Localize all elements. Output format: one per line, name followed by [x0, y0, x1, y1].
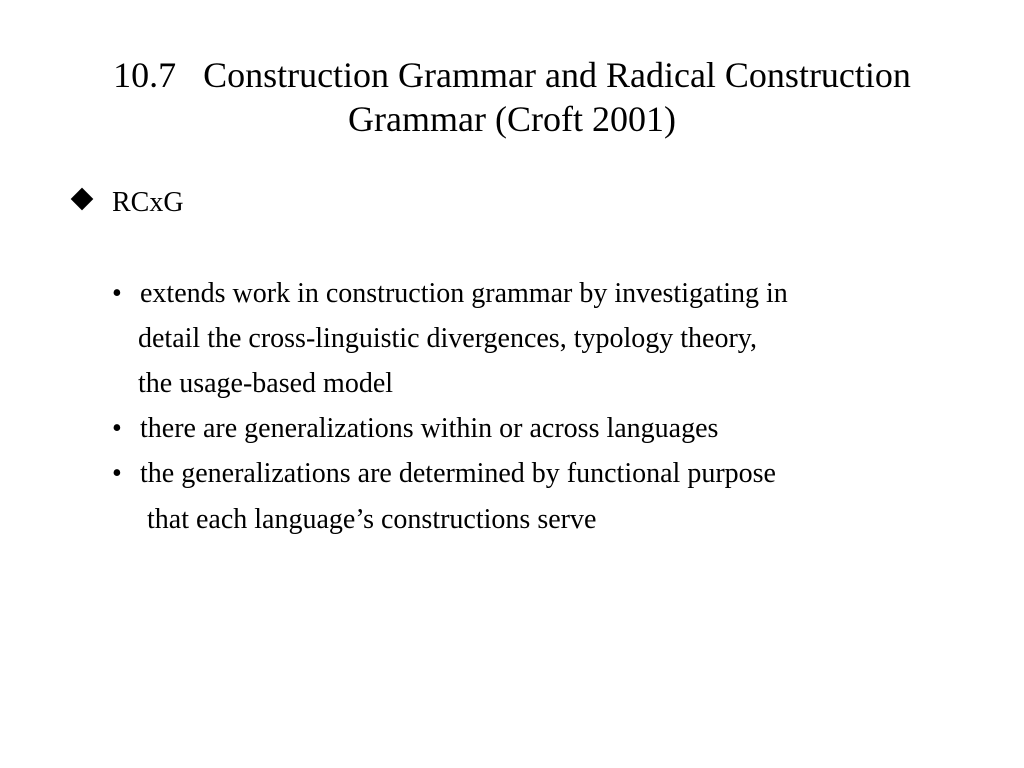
diamond-bullet-icon [71, 188, 94, 211]
bullet-text: extends work in construction grammar by investigating in [140, 278, 788, 309]
bullet-text: the generalizations are determined by functional purpose [140, 458, 776, 489]
bullet-continuation: the usage-based model [138, 368, 394, 399]
bullet-point [112, 456, 776, 492]
bullet-dot-icon: • [112, 413, 122, 444]
title-line-2: Grammar (Croft 2001) [348, 99, 676, 139]
bullet-dot-icon: • [112, 458, 122, 489]
section-label: RCxG [112, 187, 184, 218]
bullet-continuation: detail the cross-linguistic divergences, typology theory, [138, 323, 757, 354]
bullet-text: there are generalizations within or across languages [140, 413, 719, 444]
bullet-point [112, 411, 718, 447]
title-line-1: 10.7 Construction Grammar and Radical Construction [113, 55, 911, 95]
slide-title [40, 53, 984, 141]
bullet-point [112, 276, 788, 312]
section-heading [70, 185, 184, 221]
bullet-continuation: that each language’s constructions serve [147, 504, 597, 535]
bullet-dot-icon: • [112, 278, 122, 309]
